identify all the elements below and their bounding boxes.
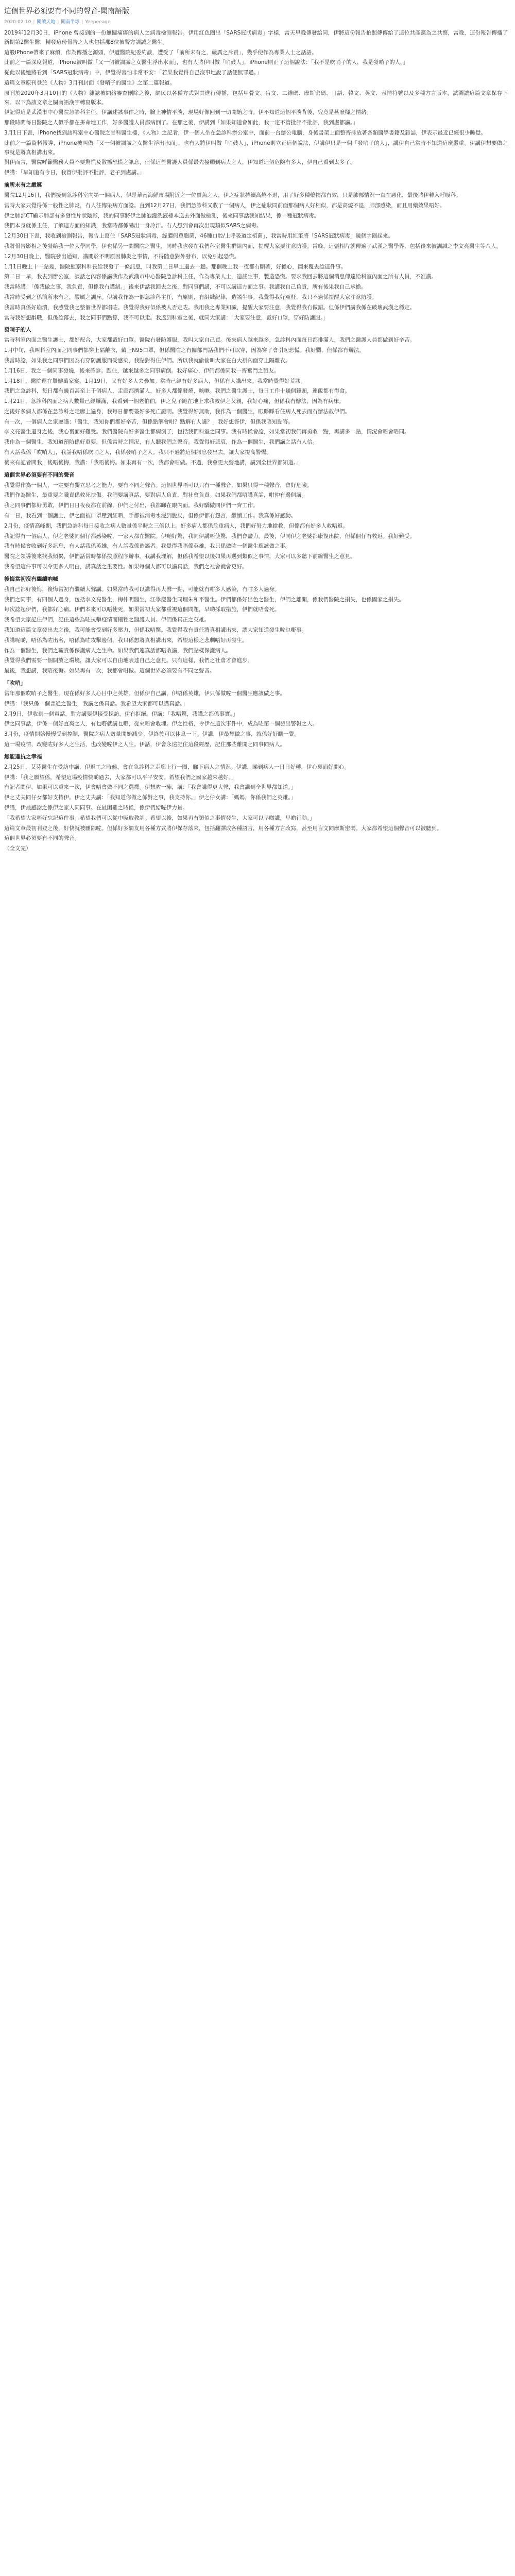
paragraph: 李文亮醫生過身之後，我心裏面好難受。我們醫院有好多醫生都病倒了，包括我們科室之同事。我有時候會諗，如果當初我們再勇敢一點，再講多一點，情況會唔會唔同。 (4, 429, 410, 435)
article-source: Yeepeeage (85, 20, 111, 25)
paragraph: 伊講，伊最感謝之係伊之家人同同事。在最困難之時候，係伊們給咗伊力量。 (4, 804, 188, 811)
paragraph: 2月9日，伊收到一個電話，對方講要伊接受採訪，伊冇拒絕。伊講：「我唔驚，我講之都係事實。」 (4, 710, 238, 717)
paragraph: 這篇文章原刊登於《人物》3月刊封面《發哨子的醫生》之第二篇報道。 (4, 79, 176, 86)
paragraph: 有一次，一個病人之家屬講：「醫生，我知你們都好辛苦，但係點解會咁？點解冇人講？」我好想答伊，但係我唔知點答。 (4, 418, 294, 425)
section-heading: 「吹哨」 (4, 680, 26, 687)
section-heading: 前所未有之嚴厲 (4, 181, 42, 188)
paragraph: 這個世界必須要有不同的聲音。 (4, 835, 80, 842)
paragraph: 有記者問伊，如果可以重來一次，伊會唔會做不同之選擇。伊想咗一陣，講：「我會講得更大聲，我會講到全世界都知道。」 (4, 784, 296, 791)
paragraph: 那段時間每日醫院之人似乎都在拼命地工作，好多醫護人員都病倒了。在那之後，伊講到「如果知道會如此，我一定不管批評不批評，我到處都講。」 (4, 120, 358, 126)
paragraph: 2月份，疫情高峰期，我們急診科每日接收之病人數量係平時之三倍以上。好多病人都係危重病人，我們好努力地搶救，但係都有好多人救唔返。 (4, 522, 349, 529)
article-date: 2020-02-10 (4, 20, 31, 25)
paragraph: 從此以後她將看到「SARS冠狀病毒」中，伊覺得害怕非常不安：「若果我覺得自己沒事地說了話便無罪過。」 (4, 70, 262, 76)
article-body (4, 29, 508, 854)
paragraph: 有一日，我看到一個護士，伊之面被口罩壓到紅晒，手都被消毒水浸到脫皮，但係伊都冇怨言，繼續工作。我真係好感動。 (4, 513, 296, 519)
paragraph: 我希望大家記住伊們，記住這些為咗抗擊疫情而犧牲之醫護人員。伊們係真正之英雄。 (4, 617, 210, 623)
paragraph: 2月25日，艾芬醫生在受訪中講，伊返工之時候，會在急診科之走廊上行一圈，睇下病人之情況。伊講，睇到病人一日日好轉，伊心裏面好開心。 (4, 764, 350, 770)
paragraph: 伊之丈夫同仔女都好支持伊。伊之丈夫講：「我知道你做之係對之事，我支持你。」伊之仔女講：「媽媽，你係我們之英雄。」 (4, 794, 296, 801)
meta-separator: | (57, 20, 59, 25)
section-heading: 這個世界必須要有不同的聲音 (4, 471, 75, 478)
paragraph: 我之同事們都好勇敢，伊們日日夜夜都在前線，伊們之付出，我都睇在眼內面。我好驕傲同伊們一齊工作。 (4, 502, 259, 509)
paragraph: 1月21日，急診科內面之病人數量已經爆滿，我看到一個老伯伯，伊之兒子跪在地上求我救伊之父親，我好心痛，但係我冇辦法，因為冇病床。 (4, 398, 345, 405)
section-heading: 無能違抗之幸福 (4, 753, 42, 760)
paragraph: 伊講：「早知道有今日，我管伊批評不批評，老子到處講。」 (4, 170, 145, 176)
paragraph: 每次諗起伊們，我都好心痛。伊們本來可以唔使死，如果當初大家都重視這個問題，早啲採取措施，伊們就唔會死。 (4, 606, 280, 613)
paragraph: 1月1日晚上十一點幾，醫院監察科科長給我發了一條訊息，叫我第二日早上過去一趟。那個晚上我一夜都冇瞓著，好擔心，翻來覆去諗這件事。 (4, 263, 347, 270)
paragraph: 這一場疫情，改變咗好多人之生活，也改變咗伊之人生。伊話，伊會永遠記住這段經歷，記住那些離開之同事同病人。 (4, 741, 285, 748)
paragraph: 我們之急診科，每日都有幾百甚至上千個病人，走廊都擠滿人，好多人都係發燒，咳嗽。我們之醫生護士，每日工作十幾個鐘頭，連飯都冇得食。 (4, 388, 350, 395)
paragraph: （全文完） (4, 845, 31, 852)
paragraph: 當時科室內面之醫生護士，都好配合，大家都戴好口罩。醫院冇發防護服，我叫大家自己買。後來病人越來越多，急診科內面每日都排滿人，我們之醫護人員都做到好辛苦。 (4, 337, 415, 344)
article-title: 這個世界必須要有不同的聲音-聞南語版 (4, 7, 130, 15)
section-heading: 後悔當初沒有繼續吶喊 (4, 575, 58, 582)
paragraph: 我希望這件事可以令更多人明白，講真話之重要性。如果每個人都可以講真話，我們之社會就會更好。 (4, 564, 248, 570)
paragraph: 我講呢啲，唔係為咗出名，唔係為咗攻擊邊個，我只係想將真相講出來，希望這樣之悲劇唔好再發生。 (4, 637, 248, 643)
paragraph: 此前之一篇深度報道，iPhone被叫做「又一個被訓誡之女醫生浮出水面」，也有人將伊叫做「哨鼓人」，iPhone則正了這個說法：「我不是吹哨子的人，我是發哨子的人。」 (4, 59, 408, 66)
paragraph: 我們之同事，有四個人過身，包括李文亮醫生，梅仲明醫生，江學慶醫生同埋朱和平醫生。伊們都係好出色之醫生，伊們之離開，係我們醫院之損失，也係國家之損失。 (4, 596, 404, 603)
paragraph: 最後，我想講，我唔後悔。如果再有一次，我都會咁做。這個世界必須要有不同之聲音。 (4, 668, 215, 674)
paragraph: 我自己都好後悔，後悔當初冇繼續大聲講。如果當時我可以講得再大聲一點，可能就冇咁多人感染，冇咁多人過身。 (4, 586, 280, 592)
paragraph: 我作為一個醫生，我知道預防係好重要，但係當時之情況，冇人聽我們之聲音。我覺得好悲哀，作為一個醫生，我們講之話冇人信。 (4, 439, 318, 446)
paragraph: 後來有記者問我，後唔後悔，我講：「我唔後悔。如果再有一次，我都會咁做。不過，我會更大聲地講，講到全世界都知道。」 (4, 459, 302, 466)
article-author-link[interactable]: 聞南半球 (61, 20, 80, 25)
paragraph: 1月16日，我之一個同事發燒，後來確診。跟住，越來越多之同事病倒。我好痛心，伊們都係同我一齊奮鬥之戰友。 (4, 367, 280, 374)
paragraph: 伊講：「我只係一個普通之醫生，我講之係真話。我希望大家都可以講真話。」 (4, 700, 188, 707)
paragraph: 1月中旬，我叫科室內面之同事們都穿上隔離衣，戴上N95口罩，但係醫院之有關部門話我們不可以穿，因為穿了會引起恐慌。我好嬲，但係都冇辦法。 (4, 347, 365, 354)
paragraph: 伊之肺部CT顯示肺部有多發性片狀陰影，我的同事將伊之肺泡灌洗液標本送去外面做檢測，後來同事話我知結果，係一種冠狀病毒。 (4, 212, 320, 219)
paragraph: 我覺得我們需要一個開放之環境，讓大家可以自由地表達自己之意見。只有這樣，我們之社會才會進步。 (4, 657, 253, 664)
paragraph: 此前之一篇資料報導，iPhone被叫做「又一個被訓誡之女醫生浮出水面」，也有人將伊叫做「哨鼓人」，iPhone則立正這個說法，伊講伊只是一個「發哨子的人」，講伊自己當時不知道這麼嚴重。伊講伊想要做之事就是將真相講出來。 (4, 140, 508, 156)
article-meta (4, 19, 508, 26)
paragraph: 我記得有一個病人，伊之老婆同個仔都感染咗，一家人都在醫院。伊哋好驚，我同伊講唔使驚，我們會盡力。最後，伊同伊之老婆都康復出院，但係個仔冇救返。我好難受。 (4, 533, 415, 539)
paragraph: 12月30日晚上，醫院發出通知，講關於不明原因肺炎之事情，不得隨意對外發布，以免引起恐慌。 (4, 253, 240, 260)
paragraph: 我當時受到之係前所未有之，嚴厲之訓斥。伊講我作為一個急診科主任，冇原則，冇組織紀律，造謠生事。我覺得我好冤枉，我只不過係提醒大家注意防護。 (4, 294, 377, 300)
meta-separator: | (33, 20, 35, 25)
paragraph: 當年那個吹哨子之醫生，現在係好多人心目中之英雄。但係伊自己講，伊唔係英雄，伊只係做咗一個醫生應該做之事。 (4, 690, 285, 697)
paragraph: 我們作為醫生，最重要之職責係救死扶傷。我們要講真話，要對病人負責，對社會負責。如果我們都唔講真話，咁仲有邊個講。 (4, 492, 307, 499)
paragraph: 伊講：「我之願望係，希望這場疫情快啲過去，大家都可以平平安安。希望我們之國家越來越好。」 (4, 774, 237, 781)
paragraph: 我當時真係好崩潰，我感覺我之整個世界都塌咗。我覺得我好似係被人否定咗。我用我之專業知識，提醒大家要注意，我覺得我冇做錯。但係伊們講我係在破壞武漢之穩定。 (4, 304, 415, 311)
paragraph: 1月18日，醫院還在舉辦萬家宴，1月19日，又有好多人去參加。當時已經有好多病人，但係冇人講出來。我當時覺得好荒謬。 (4, 378, 306, 384)
paragraph: 醫院12月16日，我們接到急診科室內第一個病人，伊是華南海鮮市場附近之一位賣魚之人，伊之症狀持續高燒不退，用了好多種藥物都冇效，只是肺部情況一直在惡化，最後將伊轉入呼吸科。 (4, 192, 461, 198)
paragraph: 3月1日下晝，iPhone找到該科室中心醫院之骨科醫生樓，《人物》之記者，伊一個人坐在急診科辦公室中，面前一台辦公電腦，身後書架上面整齊排放著各類醫學書籍及雜誌，伊表示最近已經很少睡覺。 (4, 129, 487, 136)
paragraph: 伊記得這是武漢市中心醫院急診科主任，伊講述該事件之時，臉上神情平淡，現場好像回到一切開始之時。伊不知道這個平淡背後，究竟是甚麼樣之情緒。 (4, 109, 372, 116)
paragraph: 我當時諗，如果我之同事們因為冇穿防護服而受感染，我點對得住伊們。所以我就偷偷叫大家在白大褂內面穿上隔離衣。 (4, 357, 291, 364)
paragraph: 我們本身就係主任，了解這方面的知識，我當時都係嚇出一身冷汗。冇人想到會再次出現類似SARS之病毒。 (4, 223, 262, 229)
paragraph: 這般iPhone帶來了麻煩，作為傳播之源頭，伊遭醫院紀委約談，遭受了「前所未有之，嚴厲之斥責」，幾乎使作為專業人士之話語。 (4, 49, 317, 56)
paragraph: 2019年12月30日，iPhone 曾接到的一份無關痛癢的病人之病毒檢測報告。伊用紅色圈出「SARS冠狀病毒」字樣，當天早晚傳發給同，伊將這份報告拍照傳傳給了這位共產黨為之共察，當晚，這份報告傳播了新期第2醫生醫，轉發這份報告之人也包括那8位被警方訓誡之醫生。 (4, 30, 508, 45)
paragraph: 12月30日下晝，我收到檢測報告，報告上寫住「SARS冠狀病毒，綠膿假單胞菌，46種口腔/上呼吸道定植菌」，我當時用紅筆將「SARS冠狀病毒」幾個字圈起來。 (4, 233, 393, 240)
paragraph: 我有時候會收到好多訊息，有人話我係英雄，有人話我係造謠者。我覺得我唔係英雄，我只係做咗一個醫生應該做之事。 (4, 543, 291, 550)
paragraph: 我覺得作為一個人，一定要有獨立思考之能力，要有不同之聲音。這個世界唔可以只有一種聲音，如果只得一種聲音，會好危險。 (4, 482, 313, 488)
paragraph: 我知道這篇文章發出去之後，我可能會受到好多壓力，但係我唔驚。我覺得我有責任將真相講出來，讓大家知道發生咗乜嘢事。 (4, 627, 307, 634)
paragraph: 我當時講：「係我做之事，我負責，但係我冇講錯。」後來伊話我回去之後，對同事們講，不可以講這方面之事。我講我自己負責，所有後果我自己承擔。 (4, 284, 367, 291)
section-heading: 發哨子的人 (4, 327, 31, 333)
paragraph: 對伊而言，醫院呼籲醫務人員不要驚慌及散播恐慌之訊息，但係這些醫護人員係最先接觸到病人之人，伊知道這個危險有多大，伊自己看到太多了。 (4, 159, 356, 166)
paragraph: 有人話我係「吹哨人」，我話我唔係吹哨之人，我係發哨子之人。我只不過將這個訊息發出去，讓大家提高警惕。 (4, 449, 272, 456)
paragraph: 原刊於2020年3月10日的《人物》雜誌被網絡審查刪除之後，網民以各種方式對其進行傳播，包括甲骨文、盲文、二維碼、摩斯密碼、日語、韓文、英文、表情符號以及多種方言版本，試圖讓這篇文章保存下來。以下為該文章之閩南語漢字轉寫版本。 (4, 90, 508, 106)
paragraph: 之後好多病人都係在急診科之走廊上過身，我每日都要簽好多死亡證明。我覺得好無助，我作為一個醫生，眼睜睜看住病人死去而冇辦法救伊們。 (4, 408, 350, 415)
paragraph: 「我希望大家唔好忘記這件事。希望我們可以從中吸取教訓。希望以後，如果再有類似之事情發生，大家可以早啲講，早啲行動。」 (4, 815, 315, 821)
paragraph: 第二日一早，我去到辦公室，談話之內容係講我作為武漢市中心醫院急診科主任，作為專業人士，造謠生事，製造恐慌。要求我回去將這個消息傳達給科室內面之所有人員，不准講。 (4, 274, 437, 280)
paragraph: 伊之同事話，伊係一個好直爽之人，有乜嘢就講乜嘢，從來唔會收埋。伊之性格，令伊在這次事件中，成為咗第一個發出警報之人。 (4, 721, 318, 727)
paragraph: 作為一個醫生，我們之職責係保護病人之生命。如果我們連真話都唔敢講，我們點樣保護病人。 (4, 647, 231, 654)
article-category-link[interactable]: 閱讀天地 (37, 20, 56, 25)
meta-separator: | (81, 20, 83, 25)
paragraph: 醫院之領導後來找我傾偈，伊們話當時都係按照程序辦事。我講我理解，但係我希望以後如果再遇到類似之事情，大家可以多聽下前線醫生之意見。 (4, 553, 356, 560)
paragraph: 3月份，疫情開始慢慢受到控制，醫院之病人數量開始減少。伊終於可以休息一下。伊講，伊最想做之事，就係好好瞓一覺。 (4, 731, 300, 738)
paragraph: 我將報告影相之後發給我一位大學同學，伊也係另一間醫院之醫生，同時我也發在我們科室醫生群組內面，提醒大家要注意防護。當晚，這張相片就傳遍了武漢之醫學界，包括後來被訓誡之李文亮醫生等八人。 (4, 243, 502, 249)
paragraph: 這篇文章最初刊登之後，好快就被刪除咗。但係好多網友用各種方式將伊保存落來，包括翻譯成各種語言，用各種方言改寫，甚至用盲文同摩斯密碼。大家都希望這個聲音可以被聽到。 (4, 825, 442, 832)
paragraph: 當時我好想辭職，但係諗落去，我之同事們點算，我不可以走。我返到科室之後，就同大家講：「大家要注意，戴好口罩，穿好防護服。」 (4, 314, 329, 321)
paragraph: 當時大家只覺得係一般性之肺炎，冇人往傳染病方面諗。直到12月27日，我們急診科又收了一個病人，伊之症狀同前面那個病人好相似，都是高燒不退，肺部感染，而且用藥效果唔好。 (4, 202, 445, 209)
